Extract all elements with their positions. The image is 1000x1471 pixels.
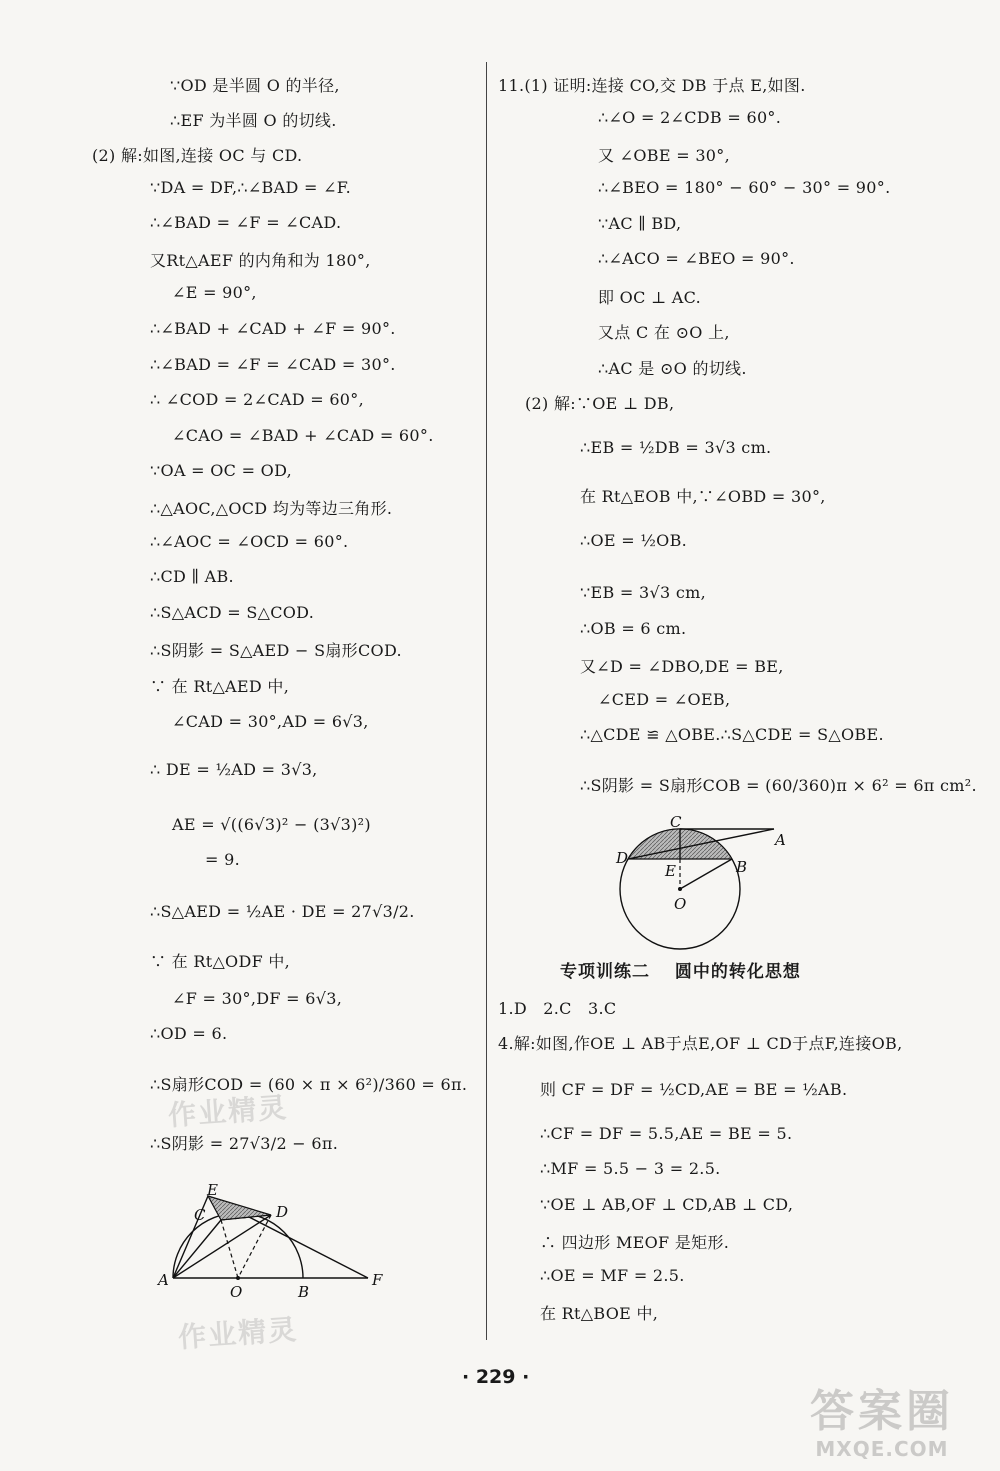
text-line: ∴AC 是 ⊙O 的切线. bbox=[598, 359, 747, 378]
text-line: ∠F = 30°,DF = 6√3, bbox=[172, 989, 343, 1008]
watermark-text: 作业精灵 bbox=[177, 1312, 300, 1355]
text-line: ∴EB = ½DB = 3√3 cm. bbox=[580, 438, 772, 457]
watermark-logo-url: MXQE.COM bbox=[815, 1437, 949, 1461]
label-O: O bbox=[230, 1283, 243, 1301]
text-line: ∵AC ∥ BD, bbox=[598, 214, 682, 233]
watermark-logo bbox=[782, 1387, 982, 1467]
label-F: F bbox=[372, 1271, 383, 1289]
text-line: ∠CED = ∠OEB, bbox=[598, 690, 731, 709]
label-A: A bbox=[158, 1271, 169, 1289]
label-C: C bbox=[194, 1206, 206, 1224]
text-line: ∴∠BEO = 180° − 60° − 30° = 90°. bbox=[598, 178, 891, 197]
label-O: O bbox=[674, 895, 687, 913]
column-divider bbox=[486, 62, 487, 1340]
text-line: AE = √((6√3)² − (3√3)²) bbox=[172, 815, 371, 834]
label-B: B bbox=[298, 1283, 310, 1301]
text-line: ∴∠AOC = ∠OCD = 60°. bbox=[150, 532, 349, 551]
text-line: 即 OC ⊥ AC. bbox=[598, 288, 701, 307]
text-line: 又∠D = ∠DBO,DE = BE, bbox=[580, 657, 784, 676]
text-line: 1.D 2.C 3.C bbox=[498, 999, 617, 1018]
text-line: ∴△CDE ≌ △OBE.∴S△CDE = S△OBE. bbox=[580, 725, 884, 744]
text-line: ∴CF = DF = 5.5,AE = BE = 5. bbox=[540, 1124, 793, 1143]
watermark-logo-text: 答案圈 bbox=[810, 1386, 954, 1437]
text-line: ∴OB = 6 cm. bbox=[580, 619, 687, 638]
text-line: ∴OE = MF = 2.5. bbox=[540, 1266, 685, 1285]
text-line: 则 CF = DF = ½CD,AE = BE = ½AB. bbox=[540, 1080, 848, 1099]
label-A: A bbox=[775, 831, 786, 849]
text-line: ∴S阴影 = S扇形COB = (60/360)π × 6² = 6π cm². bbox=[580, 776, 977, 795]
text-line: ∴∠BAD = ∠F = ∠CAD = 30°. bbox=[150, 355, 396, 374]
section-heading: 专项训练二 圆中的转化思想 bbox=[560, 962, 801, 982]
watermark-text: 作业精灵 bbox=[167, 1090, 290, 1133]
semicircle-arc bbox=[173, 1213, 303, 1278]
text-line: ∴CD ∥ AB. bbox=[150, 567, 234, 586]
text-line: ∠E = 90°, bbox=[172, 283, 257, 302]
text-line: ∴ 四边形 MEOF 是矩形. bbox=[540, 1233, 730, 1252]
label-E: E bbox=[207, 1181, 218, 1199]
label-C: C bbox=[670, 813, 682, 831]
text-line: ∵OE ⊥ AB,OF ⊥ CD,AB ⊥ CD, bbox=[540, 1195, 794, 1214]
label-D: D bbox=[276, 1203, 289, 1221]
text-line: ∴∠BAD = ∠F = ∠CAD. bbox=[150, 213, 342, 232]
text-line: ∵OD 是半圆 O 的半径, bbox=[170, 76, 340, 95]
text-line: ∴ ∠COD = 2∠CAD = 60°, bbox=[150, 390, 364, 409]
text-line: 又点 C 在 ⊙O 上, bbox=[598, 323, 730, 342]
text-line: 11.(1) 证明:连接 CO,交 DB 于点 E,如图. bbox=[498, 76, 806, 95]
text-line: (2) 解:如图,连接 OC 与 CD. bbox=[92, 146, 303, 165]
text-line: ∴△AOC,△OCD 均为等边三角形. bbox=[150, 499, 393, 518]
text-line: ∴∠O = 2∠CDB = 60°. bbox=[598, 108, 782, 127]
left-geometry-figure bbox=[150, 1175, 400, 1305]
label-B: B bbox=[736, 858, 748, 876]
text-line: 又Rt△AEF 的内角和为 180°, bbox=[150, 251, 371, 270]
text-line: 在 Rt△EOB 中,∵∠OBD = 30°, bbox=[580, 487, 826, 506]
text-line: ∴OE = ½OB. bbox=[580, 531, 688, 550]
text-line: ∵ 在 Rt△ODF 中, bbox=[150, 952, 291, 971]
text-line: ∴OD = 6. bbox=[150, 1024, 228, 1043]
text-line: ∴S△AED = ½AE · DE = 27√3/2. bbox=[150, 902, 415, 921]
text-line: ∴S△ACD = S△COD. bbox=[150, 603, 315, 622]
text-line: ∴ DE = ½AD = 3√3, bbox=[150, 760, 318, 779]
label-D: D bbox=[616, 849, 629, 867]
text-line: ∴S阴影 = S△AED − S扇形COD. bbox=[150, 641, 402, 660]
text-line: ∠CAD = 30°,AD = 6√3, bbox=[172, 712, 369, 731]
text-line: = 9. bbox=[205, 850, 240, 869]
text-line: (2) 解:∵OE ⊥ DB, bbox=[525, 394, 675, 413]
text-line: ∠CAO = ∠BAD + ∠CAD = 60°. bbox=[172, 426, 434, 445]
text-line: ∴∠ACO = ∠BEO = 90°. bbox=[598, 249, 795, 268]
text-line: ∴EF 为半圆 O 的切线. bbox=[170, 111, 337, 130]
text-line: ∵ 在 Rt△AED 中, bbox=[150, 677, 290, 696]
text-line: ∵DA = DF,∴∠BAD = ∠F. bbox=[150, 178, 352, 197]
text-line: 4.解:如图,作OE ⊥ AB于点E,OF ⊥ CD于点F,连接OB, bbox=[498, 1034, 903, 1053]
text-line: 又 ∠OBE = 30°, bbox=[598, 146, 730, 165]
text-line: 在 Rt△BOE 中, bbox=[540, 1304, 659, 1323]
text-line: ∴S阴影 = 27√3/2 − 6π. bbox=[150, 1134, 339, 1153]
text-line: ∴MF = 5.5 − 3 = 2.5. bbox=[540, 1159, 721, 1178]
text-line: ∵EB = 3√3 cm, bbox=[580, 583, 706, 602]
right-geometry-figure bbox=[612, 815, 802, 965]
text-line: ∵OA = OC = OD, bbox=[150, 461, 293, 480]
page-number: · 229 · bbox=[462, 1366, 530, 1388]
text-line: ∴∠BAD + ∠CAD + ∠F = 90°. bbox=[150, 319, 396, 338]
text-line: ∴S扇形COD = (60 × π × 6²)/360 = 6π. bbox=[150, 1075, 468, 1094]
label-E: E bbox=[665, 862, 676, 880]
